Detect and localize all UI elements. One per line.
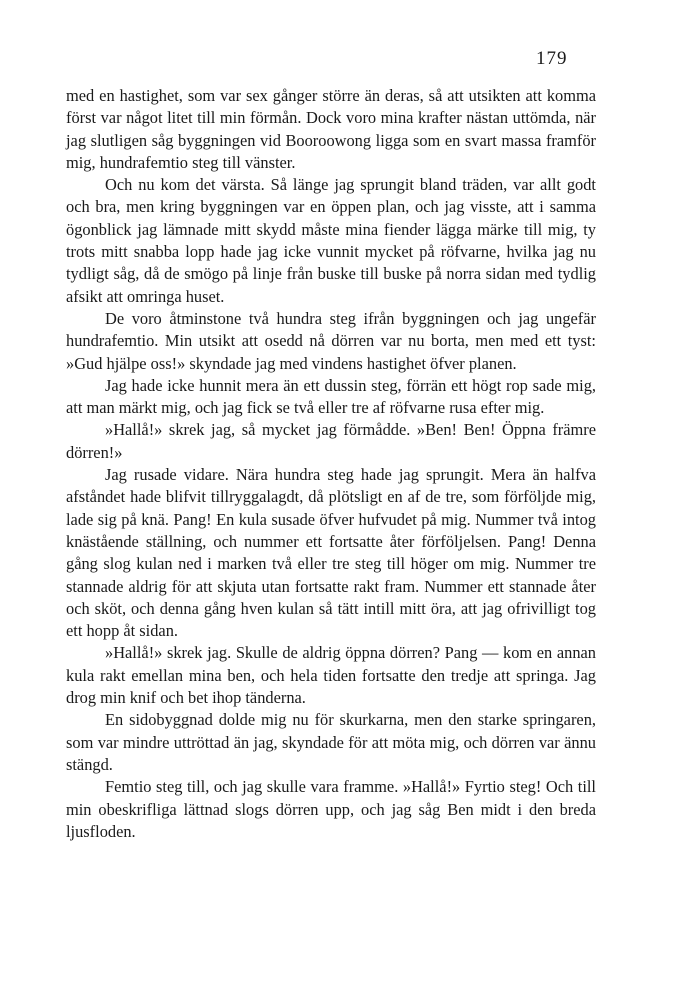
page-number: 179 — [536, 48, 568, 69]
book-text-body — [66, 85, 596, 843]
paragraph: »Hallå!» skrek jag. Skulle de aldrig öppna dörren? Pang — kom en annan kula rakt emellan mina ben, och hela tiden fortsatte den tredje att springa. Jag drog min knif och bet ihop tänderna. — [66, 643, 596, 708]
paragraph: Och nu kom det värsta. Så länge jag sprungit bland träden, var allt godt och bra, men kring byggningen var en öppen plan, och jag visste, att i samma ögonblick jag lämnade mitt skydd måste mina fiender lägga märke till mig, ty trots mitt snabba lopp hade jag icke vunnit mycket på röfvarne, hvilka jag nu tydligt såg, då de smögo på linje från buske till buske på norra sidan med tydlig afsikt att omringa huset. — [66, 175, 596, 306]
paragraph: med en hastighet, som var sex gånger större än deras, så att utsikten att komma först var något litet till min förmån. Dock voro mina krafter nästan uttömda, när jag slutligen såg byggningen vid Booroowong ligga som en svart massa framför mig, hundrafemtio steg till vänster. — [66, 86, 596, 172]
paragraph: En sidobyggnad dolde mig nu för skurkarna, men den starke springaren, som var mindre uttröttad än jag, skyndade för att möta mig, och dörren var ännu stängd. — [66, 710, 596, 774]
paragraph: Jag rusade vidare. Nära hundra steg hade jag sprungit. Mera än halfva afståndet hade blifvit tillryggalagdt, då plötsligt en af de tre, som förföljde mig, lade sig på knä. Pang! En kula susade öfver hufvudet på mig. Nummer två intog knästående ställning, och nummer ett fortsatte åter förföljelsen. Pang! Denna gång slog kulan ned i marken två eller tre steg till höger om mig. Nummer tre stannade aldrig för att skjuta utan fortsatte rakt fram. Nummer ett stannade åter och sköt, och denna gång hven kulan så tätt intill mitt öra, att jag ofrivilligt tog ett hopp åt sidan. — [66, 465, 596, 641]
paragraph: Jag hade icke hunnit mera än ett dussin steg, förrän ett högt rop sade mig, att man märkt mig, och jag fick se två eller tre af röfvarne rusa efter mig. — [66, 375, 596, 418]
paragraph: De voro åtminstone två hundra steg ifrån byggningen och jag ungefär hundrafemtio. Min utsikt att osedd nå dörren var nu borta, men med ett tyst: »Gud hjälpe oss!» skyndade jag med vindens hastighet öfver planen. — [66, 308, 596, 373]
paragraph: Femtio steg till, och jag skulle vara framme. »Hallå!» Fyrtio steg! Och till min obeskrifliga lättnad slogs dörren upp, och jag såg Ben midt i den breda ljusfloden. — [66, 777, 596, 841]
paragraph: »Hallå!» skrek jag, så mycket jag förmådde. »Ben! Ben! Öppna främre dörren!» — [66, 420, 596, 462]
